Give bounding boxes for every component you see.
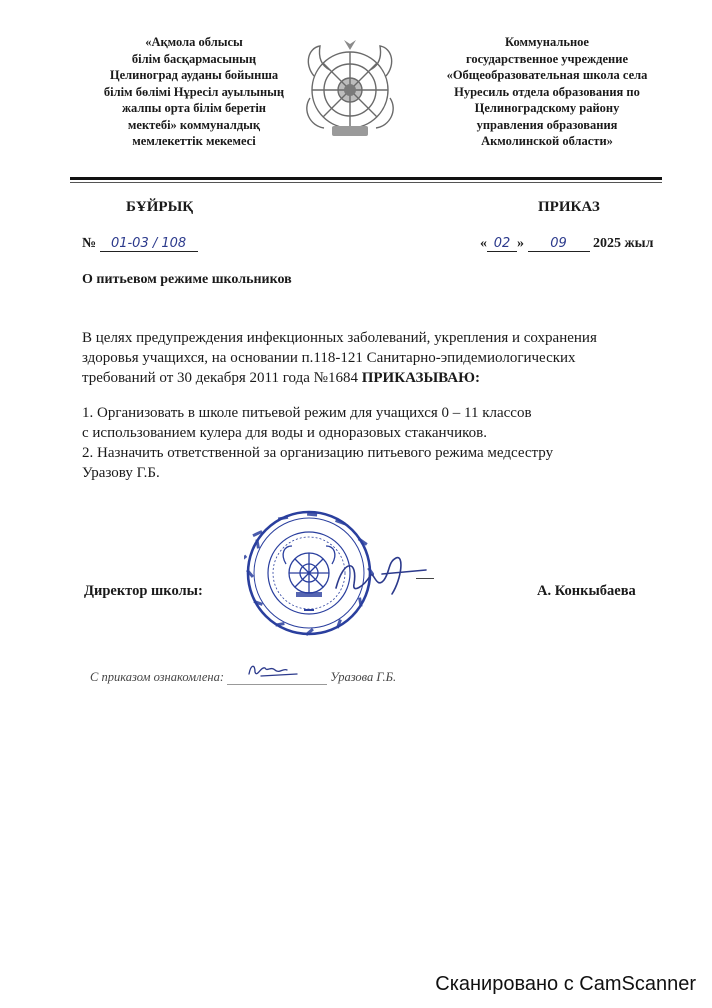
order-number <box>82 236 198 252</box>
body-paragraph <box>82 328 597 388</box>
director-role: Директор школы: <box>84 583 203 599</box>
date-close-quote: » <box>517 236 524 251</box>
header-ru-line: «Общеобразовательная школа села <box>446 68 648 82</box>
header-kz-line: білім бөлімі Нұресіл ауылының <box>103 84 285 99</box>
order-date <box>480 236 653 252</box>
director-name: А. Конкыбаева <box>537 583 636 599</box>
order-title-kz: БҰЙРЫҚ <box>126 199 194 215</box>
header-kz-line: «Ақмола облысы <box>145 35 243 49</box>
header-kz-line: мемлекеттік мекемесі <box>132 134 256 148</box>
header-kz <box>74 34 314 150</box>
header-kz-line: Целиноград ауданы бойынша <box>109 68 279 82</box>
header-divider <box>70 177 662 180</box>
header-kz-line: мектебі» коммуналдық <box>127 117 261 132</box>
state-emblem-icon <box>300 36 400 144</box>
header-ru-line: управления образования <box>476 117 618 132</box>
date-month: 09 <box>528 236 590 252</box>
body-line: здоровья учащихся, на основании п.118-121 Санитарно-эпидемиологических <box>82 350 576 366</box>
header-kz-line: жалпы орта білім беретін <box>121 101 267 115</box>
order-number-prefix: № <box>82 236 97 251</box>
date-day: 02 <box>487 236 517 252</box>
acknowledgement-name: Уразова Г.Б. <box>330 670 397 684</box>
body-line <box>82 368 597 388</box>
order-item-line: 1. Организовать в школе питьевой режим для учащихся 0 – 11 классов <box>82 405 532 421</box>
order-item-line: Уразову Г.Б. <box>82 465 160 481</box>
order-items <box>82 403 553 483</box>
date-open-quote: « <box>480 236 487 251</box>
header-ru-line: государственное учреждение <box>466 51 628 66</box>
date-year: 2025 жыл <box>593 236 654 251</box>
acknowledgement-prefix: С приказом ознакомлена: <box>90 670 225 684</box>
header-ru-line: Акмолинской области» <box>481 134 613 148</box>
header-ru-line: Коммунальное <box>505 35 589 49</box>
body-line-text: требований от 30 декабря 2011 года №1684 <box>82 370 362 386</box>
order-command: ПРИКАЗЫВАЮ: <box>361 370 480 386</box>
header-ru-line: Нуресиль отдела образования по <box>454 84 640 99</box>
header-kz-line: білім басқармасының <box>131 51 257 66</box>
order-title-ru: ПРИКАЗ <box>538 199 600 215</box>
scanner-watermark: Сканировано с CamScanner <box>435 973 696 995</box>
order-item-line: с использованием кулера для воды и одноразовых стаканчиков. <box>82 425 487 441</box>
order-item-line: 2. Назначить ответственной за организацию питьевого режима медсестру <box>82 445 554 461</box>
body-line: В целях предупреждения инфекционных заболеваний, укрепления и сохранения <box>82 330 597 346</box>
director-signature <box>330 548 430 604</box>
header-ru-line: Целиноградскому району <box>474 101 620 115</box>
order-number-value: 01-03 / 108 <box>100 236 198 252</box>
acknowledgement-signature <box>227 670 327 685</box>
acknowledgement-signature-mark <box>227 660 327 682</box>
signature-dash <box>416 578 434 579</box>
header-ru <box>406 34 688 150</box>
acknowledgement <box>90 670 396 685</box>
header-divider-thin <box>70 182 662 183</box>
order-subject: О питьевом режиме школьников <box>82 272 292 287</box>
